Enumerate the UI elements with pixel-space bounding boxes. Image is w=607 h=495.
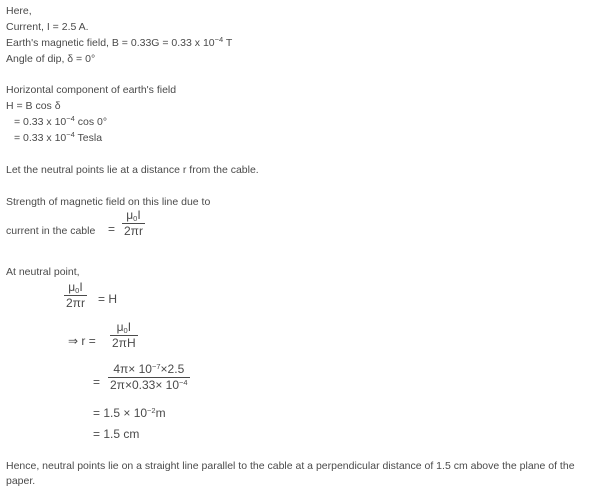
angle-of-dip-text: Angle of dip, δ = 0° (6, 53, 96, 65)
h-step-2-suffix: cos 0° (74, 116, 108, 128)
result-cm: = 1.5 cm (93, 427, 140, 441)
strength-line-2: current in the cable (6, 225, 96, 237)
strength-denominator: 2πr (124, 224, 143, 238)
neutral-fraction-2 (110, 320, 138, 351)
magnetic-field-text (6, 36, 232, 50)
strength-line-1: Strength of magnetic field on this line due to (6, 196, 211, 208)
mu-symbol: μ (68, 280, 76, 294)
neutral-point-label: At neutral point, (6, 266, 80, 278)
horizontal-heading: Horizontal component of earth's field (6, 84, 177, 96)
h-step-3-prefix: = 0.33 x 10 (14, 132, 67, 144)
equals-sign: = (93, 375, 101, 389)
field-prefix: Earth's magnetic field, B = 0.33G = 0.33 x 10 (6, 37, 215, 49)
result-meters-exponent: −2 (147, 406, 156, 415)
numeric-denominator (108, 378, 190, 393)
current-symbol: I (79, 280, 83, 294)
numeric-denominator-prefix: 2π×0.33× 10 (110, 378, 180, 392)
here-text: Here, (6, 5, 32, 17)
field-unit: T (223, 37, 233, 49)
equals-h: = H (98, 292, 118, 306)
field-exponent: −4 (214, 35, 224, 44)
current-symbol: I (127, 320, 132, 334)
numeric-numerator-suffix: ×2.5 (160, 362, 185, 376)
h-step-2 (14, 115, 107, 129)
numeric-numerator (111, 362, 186, 377)
neutral-fraction-1 (64, 280, 87, 311)
h-step-2-prefix: = 0.33 x 10 (14, 116, 67, 128)
numeric-fraction (108, 362, 190, 393)
h-step-3-exponent: −4 (66, 130, 75, 139)
h-step-3-suffix: Tesla (74, 132, 103, 144)
numeric-numerator-exponent: −7 (151, 362, 161, 371)
mu-symbol: μ (126, 208, 134, 222)
mu-symbol: μ (116, 320, 124, 334)
strength-equals: = (108, 222, 116, 236)
h-step-3 (14, 131, 102, 145)
strength-fraction (122, 208, 145, 239)
result-meters-prefix: = 1.5 × 10 (93, 406, 148, 420)
current-text: Current, I = 2.5 A. (6, 21, 89, 33)
mu-subscript: 0 (123, 326, 128, 335)
neutral-fraction-1-numerator (66, 280, 84, 295)
strength-numerator (124, 208, 142, 223)
current-symbol: I (137, 208, 141, 222)
neutral-fraction-1-denominator: 2πr (66, 296, 85, 310)
result-meters (93, 406, 166, 421)
result-meters-unit: m (155, 406, 166, 420)
h-equation: H = B cos δ (6, 100, 61, 112)
h-step-2-exponent: −4 (66, 114, 75, 123)
conclusion-text: Hence, neutral points lie on a straight line parallel to the cable at a perpendicular distance of 1.5 cm above the plane of the paper. (6, 460, 575, 487)
neutral-distance-text: Let the neutral points lie at a distance r from the cable. (6, 164, 259, 176)
implies-r: ⇒ r = (68, 334, 96, 348)
neutral-fraction-2-denominator: 2πH (112, 336, 136, 350)
mu-subscript: 0 (133, 214, 138, 223)
mu-subscript: 0 (75, 286, 80, 295)
neutral-fraction-2-numerator (115, 320, 133, 335)
numeric-denominator-exponent: −4 (179, 378, 188, 387)
numeric-numerator-prefix: 4π× 10 (113, 362, 152, 376)
